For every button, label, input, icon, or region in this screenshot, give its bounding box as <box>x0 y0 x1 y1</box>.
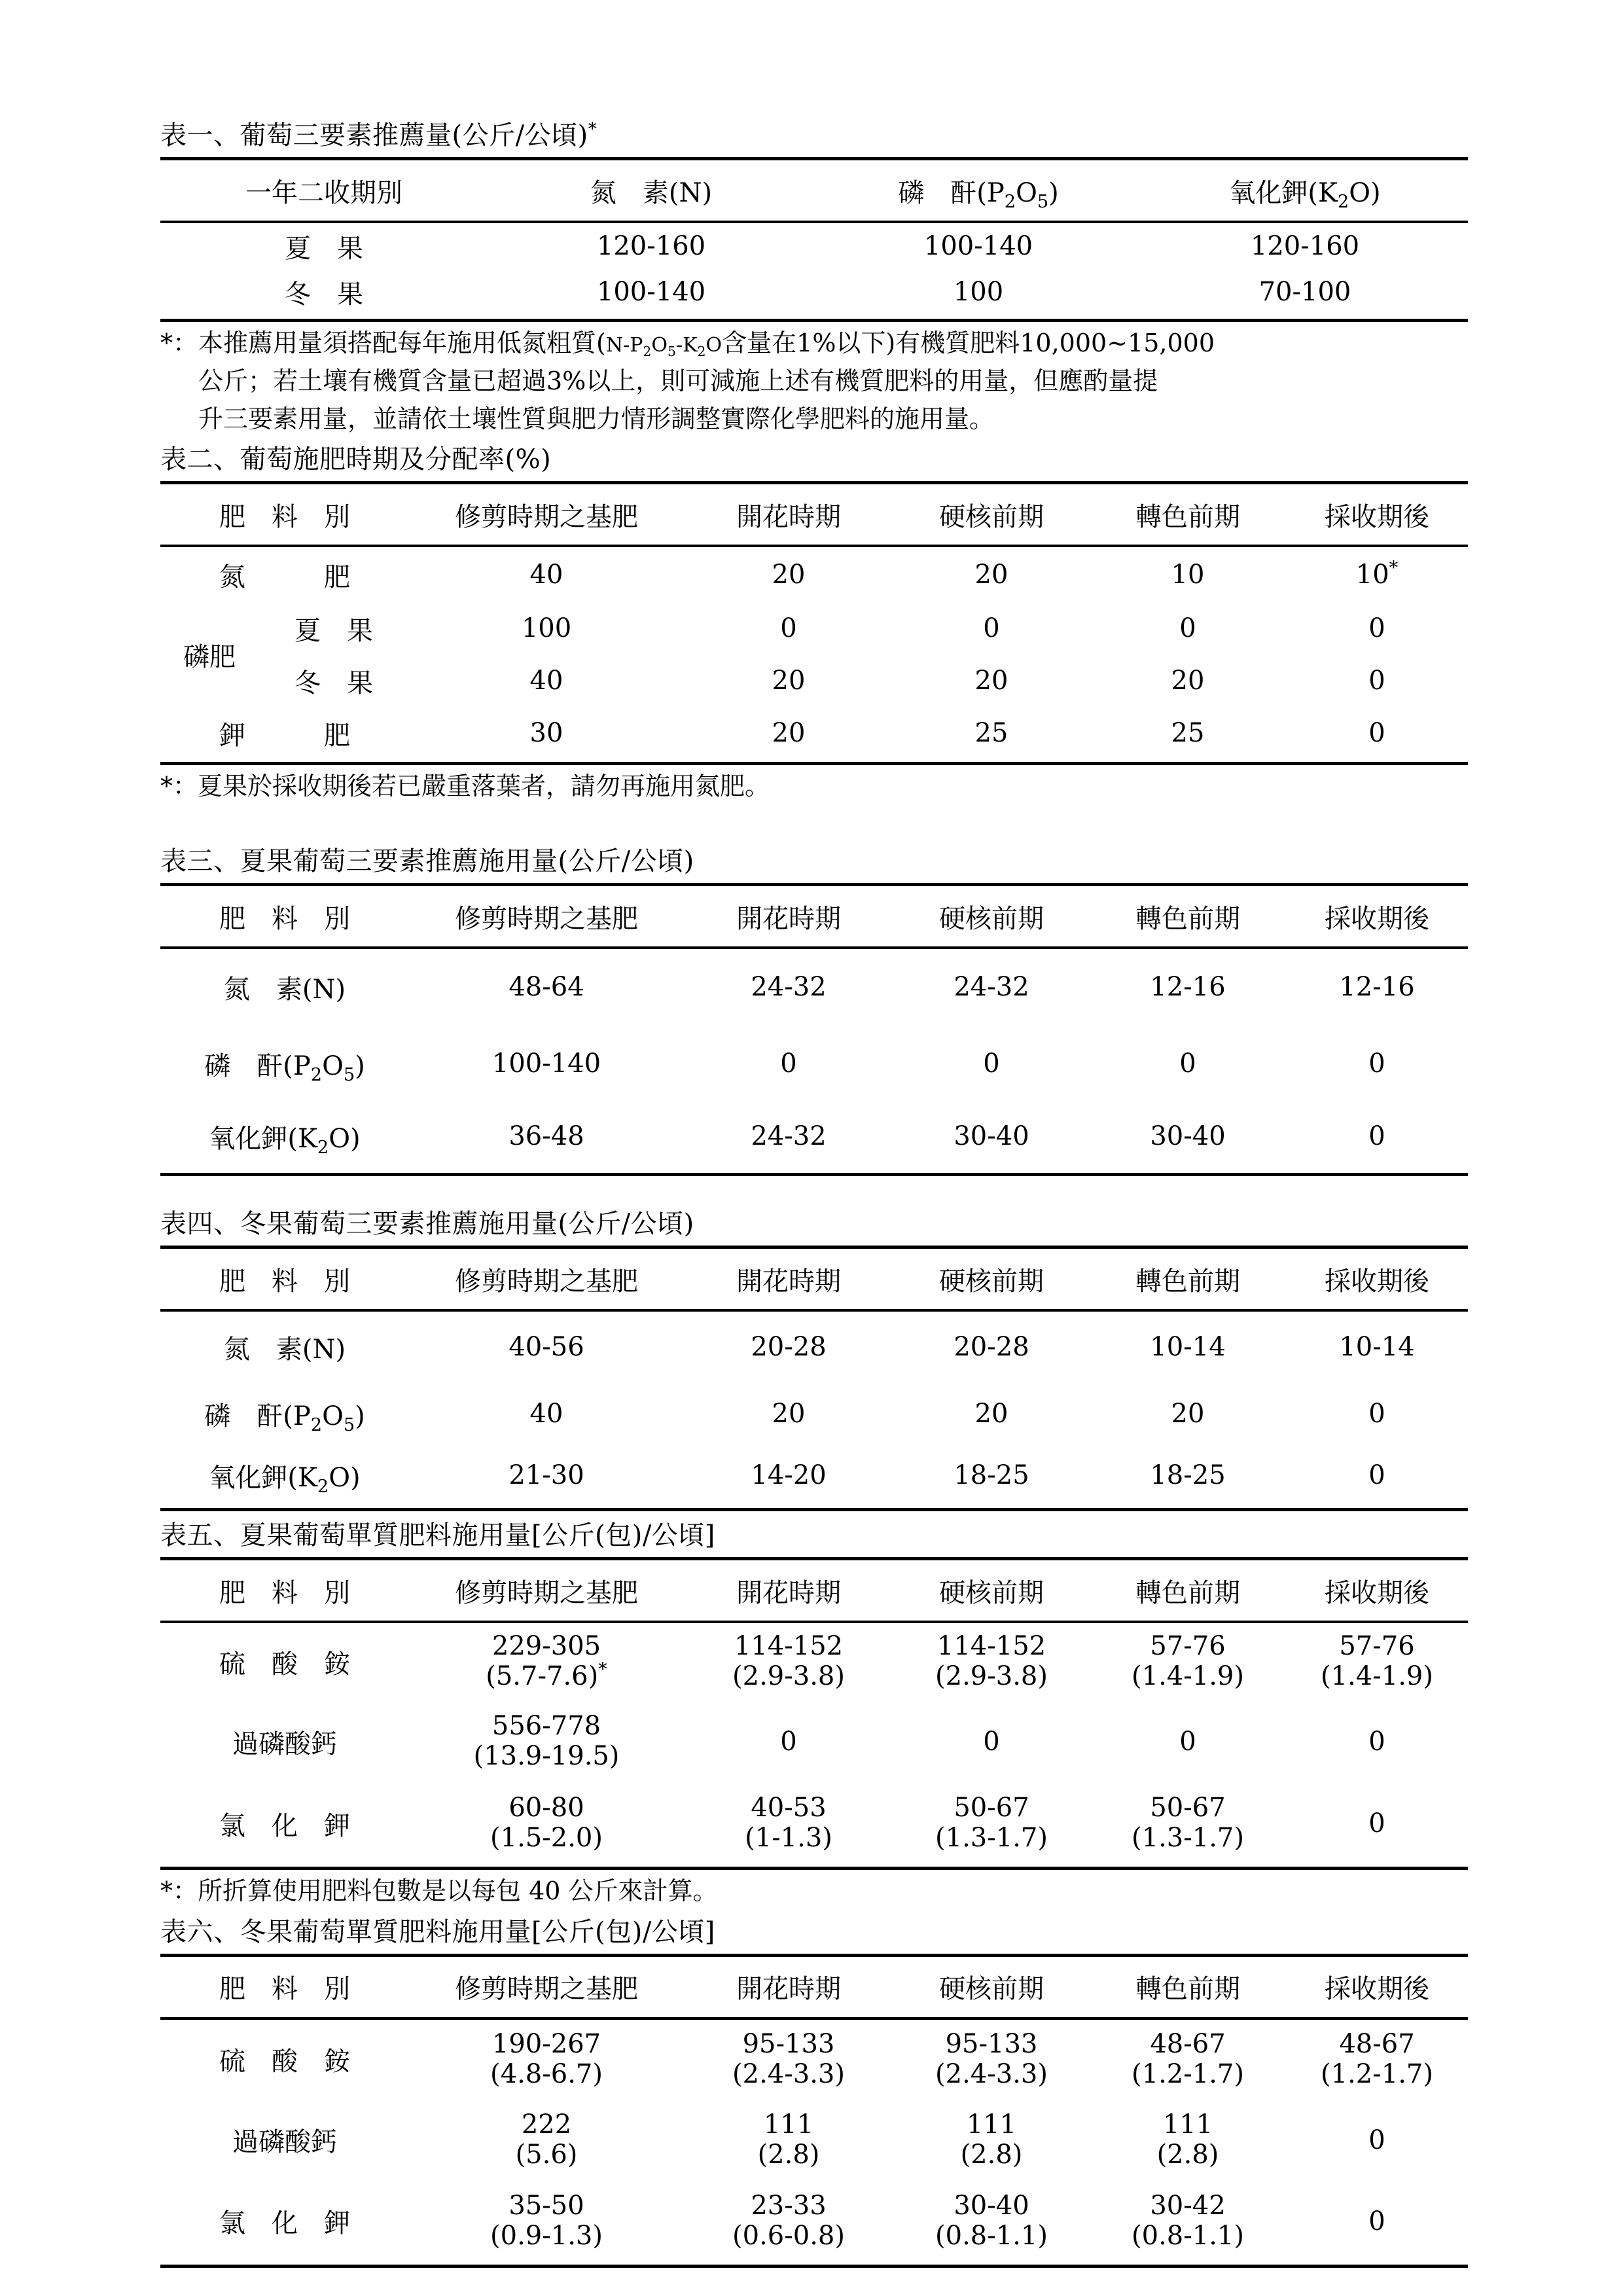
table2-row-nitrogen-label: 氮 肥 <box>160 546 409 602</box>
table5-kc-c3-bot: (1.3-1.7) <box>1132 1823 1244 1853</box>
table2-row-phosphorus-winter-v1: 20 <box>772 666 806 696</box>
table1-header-k: 氧化鉀$(K_2O)$ <box>1142 159 1468 223</box>
table2-header-type: 肥 料 別 <box>160 483 409 547</box>
table3-row-n-v4: 12-16 <box>1286 948 1468 1025</box>
table2 <box>160 481 1468 765</box>
table5-sp-c0-top: 556-778 <box>491 1711 601 1742</box>
table5-header-type: 肥 料 別 <box>160 1559 409 1623</box>
table6-row-ammonium-sulfate-c0 <box>409 2018 684 2100</box>
table4-row-k <box>160 1445 1468 1505</box>
table6-as-c4-top: 48-67 <box>1339 2029 1415 2060</box>
table5-row-potassium-chloride-c2 <box>893 1783 1090 1864</box>
table4-header-hardcore: 硬核前期 <box>893 1247 1090 1311</box>
table2-header-row <box>160 483 1468 547</box>
table5-as-c1-top: 114-152 <box>734 1631 844 1662</box>
table3-row-p-v1: 0 <box>780 1049 797 1079</box>
table2-caption: 表二、葡萄施肥時期及分配率(%) <box>160 444 552 475</box>
table6-bottom-rule-row <box>160 2262 1468 2267</box>
table2-row-nitrogen-v3: 10 <box>1090 546 1286 602</box>
table3-header-hardcore: 硬核前期 <box>893 885 1090 948</box>
table4 <box>160 1246 1468 1511</box>
table4-row-n-v1: 20-28 <box>684 1310 893 1382</box>
table4-row-k-v2: 18-25 <box>954 1460 1029 1490</box>
table3-row-p-v3: 0 <box>1179 1049 1196 1079</box>
table4-row-p-v1: 20 <box>772 1399 806 1429</box>
table1-caption <box>160 118 1469 153</box>
table1-footnote-line1 <box>160 325 1469 363</box>
table1-footnote-formula: $N-P_2O_5-K_2O$ <box>605 334 722 359</box>
table2-row-phosphorus-winter <box>160 655 1468 707</box>
table5-row-superphosphate-c1: 0 <box>780 1727 797 1757</box>
table1-row-winter <box>160 269 1468 315</box>
table2-row-phosphorus-group: 磷肥 <box>183 641 236 672</box>
table4-row-p-v4: 0 <box>1368 1399 1385 1429</box>
table6-as-c0-bot: (4.8-6.7) <box>490 2058 603 2089</box>
table6-sp-c0-top: 222 <box>521 2109 572 2140</box>
table3-row-k-v3: 30-40 <box>1150 1121 1226 1151</box>
table5 <box>160 1557 1468 1870</box>
table5-header-bloom: 開花時期 <box>684 1559 893 1623</box>
table1-header-period <box>160 159 488 223</box>
table5-row-potassium-chloride-c1 <box>684 1783 893 1864</box>
table6-row-superphosphate-c1 <box>684 2100 893 2181</box>
table2-row-potassium-v4: 0 <box>1368 718 1385 749</box>
table1-header-p: 磷 酐$(P_2O_5)$ <box>815 159 1142 223</box>
table6-row-superphosphate-c2 <box>893 2100 1090 2181</box>
table5-kc-c2-top: 50-67 <box>954 1793 1029 1823</box>
table2-row-potassium-label: 鉀 肥 <box>219 720 350 751</box>
table5-row-superphosphate <box>160 1700 1468 1783</box>
table2-header-bloom: 開花時期 <box>684 483 893 547</box>
table4-row-n-v3: 10-14 <box>1090 1310 1286 1382</box>
table3-header-bloom: 開花時期 <box>684 885 893 948</box>
table6-row-ammonium-sulfate-c4 <box>1286 2018 1468 2100</box>
table5-header-postharvest: 採收期後 <box>1286 1559 1468 1623</box>
table1-row-summer <box>160 222 1468 269</box>
table6-header-base: 修剪時期之基肥 <box>409 1955 684 2018</box>
table6-row-potassium-chloride-c2 <box>893 2181 1090 2262</box>
table1-footnote-line2: 公斤；若土壤有機質含量已超過3%以上，則可減施上述有機質肥料的用量，但應酌量提 <box>198 366 1158 395</box>
table2-row-nitrogen-v1: 20 <box>684 546 893 602</box>
table5-row-ammonium-sulfate-c2 <box>893 1622 1090 1700</box>
table5-as-c4-top: 57-76 <box>1339 1631 1415 1662</box>
table6-kc-c3-top: 30-42 <box>1150 2191 1226 2221</box>
table5-row-superphosphate-c2: 0 <box>983 1727 1000 1757</box>
table3-header-row <box>160 885 1468 948</box>
table5-header-hardcore: 硬核前期 <box>893 1559 1090 1623</box>
table2-row-nitrogen <box>160 546 1468 602</box>
table2-header-hardcore: 硬核前期 <box>893 483 1090 547</box>
table6-as-c1-top: 95-133 <box>742 2029 835 2060</box>
table6-row-superphosphate-c4: 0 <box>1368 2125 1385 2155</box>
table6-header-postharvest: 採收期後 <box>1286 1955 1468 2018</box>
table2-row-phosphorus-winter-v3: 20 <box>1171 666 1205 696</box>
table4-row-p-v0: 40 <box>529 1399 563 1429</box>
table5-kc-c3-top: 50-67 <box>1150 1793 1226 1823</box>
table1-caption-text: 表一、葡萄三要素推薦量(公斤/公頃) <box>160 120 588 151</box>
table6-header-hardcore: 硬核前期 <box>893 1955 1090 2018</box>
table6-sp-c1-top: 111 <box>763 2109 814 2140</box>
table5-row-ammonium-sulfate <box>160 1622 1468 1700</box>
table4-row-n-v2: 20-28 <box>893 1310 1090 1382</box>
table5-footnote: *：所折算使用肥料包數是以每包 40 公斤來計算。 <box>160 1876 718 1905</box>
table6-header-type: 肥 料 別 <box>160 1955 409 2018</box>
table2-header-postharvest: 採收期後 <box>1286 483 1468 547</box>
table6-kc-c1-bot: (0.6-0.8) <box>732 2220 845 2251</box>
table5-kc-c2-bot: (1.3-1.7) <box>935 1823 1048 1853</box>
table3-row-n-v1: 24-32 <box>684 948 893 1025</box>
table6-kc-c2-bot: (0.8-1.1) <box>935 2220 1048 2251</box>
table6-row-ammonium-sulfate <box>160 2018 1468 2100</box>
table4-row-n-v4: 10-14 <box>1286 1310 1468 1382</box>
table1-row-winter-p: 100 <box>953 277 1004 307</box>
table2-row-phosphorus-winter-v2: 20 <box>974 666 1008 696</box>
table3-row-k <box>160 1102 1468 1170</box>
table1-header-period-label: 一年二收期別 <box>245 177 402 208</box>
table6-row-ammonium-sulfate-c2 <box>893 2018 1090 2100</box>
table1-footnote-marker: *： <box>160 329 198 357</box>
table6-row-ammonium-sulfate-c1 <box>684 2018 893 2100</box>
table1-bottom-rule-row <box>160 315 1468 321</box>
table6-row-superphosphate-label: 過磷酸鈣 <box>232 2127 337 2158</box>
table4-header-postharvest: 採收期後 <box>1286 1247 1468 1311</box>
table5-as-c2-top: 114-152 <box>936 1631 1046 1662</box>
table1-row-summer-n: 120-160 <box>488 222 815 269</box>
table5-as-c2-bot: (2.9-3.8) <box>935 1661 1048 1691</box>
table2-row-phosphorus-summer-v4: 0 <box>1368 613 1385 644</box>
table3-row-p-v2: 0 <box>983 1049 1000 1079</box>
table3-row-k-v0: 36-48 <box>508 1121 584 1151</box>
table5-row-ammonium-sulfate-c3 <box>1090 1622 1286 1700</box>
table6-kc-c2-top: 30-40 <box>954 2191 1029 2221</box>
table6-as-c0-top: 190-267 <box>491 2029 601 2060</box>
table6-as-c1-bot: (2.4-3.3) <box>732 2058 845 2089</box>
table5-as-asterisk: * <box>598 1659 607 1680</box>
table2-row-phosphorus-winter-v0: 40 <box>529 666 563 696</box>
table1-row-winter-period: 冬 果 <box>285 279 363 310</box>
table1-header-row <box>160 159 1468 223</box>
table6-kc-c1-top: 23-33 <box>751 2191 827 2221</box>
table1-row-summer-period: 夏 果 <box>160 222 488 269</box>
table2-row-potassium-v2: 25 <box>974 718 1008 749</box>
table4-bottom-rule-row <box>160 1505 1468 1510</box>
table6-row-ammonium-sulfate-c3 <box>1090 2018 1286 2100</box>
table6-kc-c0-bot: (0.9-1.3) <box>490 2220 603 2251</box>
table6-as-c3-top: 48-67 <box>1150 2029 1226 2060</box>
table5-header-row <box>160 1559 1468 1623</box>
table1-footnote-line1-c: 含量在1%以下)有機質肥料10,000~15,000 <box>722 329 1215 357</box>
table3-bottom-rule-row <box>160 1170 1468 1175</box>
table6-row-potassium-chloride-label: 氯 化 鉀 <box>219 2208 350 2239</box>
table3-row-k-label: 氧化鉀$(K_2O)$ <box>209 1123 361 1158</box>
table4-row-n-label: 氮 素(N) <box>160 1310 409 1382</box>
table5-caption: 表五、夏果葡萄單質肥料施用量[公斤(包)/公頃] <box>160 1520 715 1551</box>
table4-row-p-v2: 20 <box>974 1399 1008 1429</box>
table5-as-c0-bot: (5.7-7.6) <box>486 1661 599 1691</box>
table1-row-summer-p: 100-140 <box>815 222 1142 269</box>
table3-header-base: 修剪時期之基肥 <box>409 885 684 948</box>
table6-as-c2-bot: (2.4-3.3) <box>935 2058 1048 2089</box>
table3-row-p-label: 磷 酐$(P_2O_5)$ <box>204 1050 365 1085</box>
table6-header-bloom: 開花時期 <box>684 1955 893 2018</box>
table6-row-superphosphate <box>160 2100 1468 2181</box>
table2-row-potassium-v3: 25 <box>1171 718 1205 749</box>
table4-row-p-label: 磷 酐$(P_2O_5)$ <box>204 1401 365 1435</box>
table5-row-ammonium-sulfate-c1 <box>684 1622 893 1700</box>
table4-caption: 表四、冬果葡萄三要素推薦施用量(公斤/公頃) <box>160 1209 694 1239</box>
table5-as-c0-top: 229-305 <box>491 1631 601 1662</box>
table3-row-k-v4: 0 <box>1368 1121 1385 1151</box>
table5-row-potassium-chloride-label: 氯 化 鉀 <box>219 1810 350 1841</box>
table5-row-superphosphate-c4: 0 <box>1368 1727 1385 1757</box>
table1-footnote <box>160 325 1469 438</box>
table5-row-ammonium-sulfate-c0 <box>409 1622 684 1700</box>
table3-header-veraison: 轉色前期 <box>1090 885 1286 948</box>
table5-header-base: 修剪時期之基肥 <box>409 1559 684 1623</box>
table2-row-nitrogen-v4-value: 10 <box>1355 560 1389 590</box>
table5-bottom-rule-row <box>160 1864 1468 1869</box>
table6-sp-c1-bot: (2.8) <box>757 2139 820 2170</box>
table2-row-phosphorus-summer-sub: 夏 果 <box>294 615 373 646</box>
table3-row-p-v4: 0 <box>1368 1049 1385 1079</box>
table6-row-potassium-chloride-c0 <box>409 2181 684 2262</box>
table6-row-potassium-chloride <box>160 2181 1468 2262</box>
table3-row-n <box>160 948 1468 1025</box>
table3-header-postharvest: 採收期後 <box>1286 885 1468 948</box>
table6-sp-c0-bot: (5.6) <box>515 2139 578 2170</box>
table3-caption: 表三、夏果葡萄三要素推薦施用量(公斤/公頃) <box>160 846 694 876</box>
table4-header-base: 修剪時期之基肥 <box>409 1247 684 1311</box>
table3 <box>160 883 1468 1176</box>
table1-caption-asterisk: * <box>588 119 597 139</box>
table6-as-c2-top: 95-133 <box>945 2029 1038 2060</box>
table6-row-superphosphate-c3 <box>1090 2100 1286 2181</box>
table2-row-potassium-v1: 20 <box>772 718 806 749</box>
table5-row-potassium-chloride-c0 <box>409 1783 684 1864</box>
table6-kc-c0-top: 35-50 <box>508 2191 584 2221</box>
table6-caption: 表六、冬果葡萄單質肥料施用量[公斤(包)/公頃] <box>160 1916 715 1947</box>
table2-row-phosphorus-summer-v2: 0 <box>983 613 1000 644</box>
table3-row-k-v2: 30-40 <box>954 1121 1029 1151</box>
table5-row-superphosphate-c0 <box>409 1700 684 1783</box>
table6-row-superphosphate-c0 <box>409 2100 684 2181</box>
table2-row-phosphorus-winter-sub: 冬 果 <box>294 668 373 698</box>
table5-row-superphosphate-c3: 0 <box>1179 1727 1196 1757</box>
table2-header-veraison: 轉色前期 <box>1090 483 1286 547</box>
table3-row-n-v0: 48-64 <box>409 948 684 1025</box>
table5-row-potassium-chloride-c3 <box>1090 1783 1286 1864</box>
table3-header-type: 肥 料 別 <box>160 885 409 948</box>
table2-row-potassium-v0: 30 <box>529 718 563 749</box>
table2-row-nitrogen-v0: 40 <box>409 546 684 602</box>
table6-sp-c3-top: 111 <box>1162 2109 1213 2140</box>
table2-row-nitrogen-asterisk: * <box>1389 558 1399 579</box>
table4-header-type: 肥 料 別 <box>160 1247 409 1311</box>
table3-row-p <box>160 1025 1468 1102</box>
table1-row-summer-k: 120-160 <box>1142 222 1468 269</box>
table5-as-c4-bot: (1.4-1.9) <box>1321 1661 1433 1691</box>
table4-header-row <box>160 1247 1468 1311</box>
table6-header-row <box>160 1955 1468 2018</box>
table4-row-k-v3: 18-25 <box>1150 1460 1226 1490</box>
table1-footnote-line1-a: 本推薦用量須搭配每年施用低氮粗質( <box>198 329 606 357</box>
table4-row-k-v4: 0 <box>1368 1460 1385 1490</box>
table1-footnote-line3: 升三要素用量，並請依土壤性質與肥力情形調整實際化學肥料的施用量。 <box>198 404 995 433</box>
table1 <box>160 157 1468 322</box>
table3-row-k-v1: 24-32 <box>751 1121 827 1151</box>
table2-row-phosphorus-summer <box>160 602 1468 655</box>
table6 <box>160 1954 1468 2268</box>
table5-row-potassium-chloride <box>160 1783 1468 1864</box>
table2-row-phosphorus-summer-v0: 100 <box>521 613 572 644</box>
table2-footnote: *：夏果於採收期後若已嚴重落葉者，請勿再施用氮肥。 <box>160 772 770 801</box>
table5-kc-c1-top: 40-53 <box>751 1793 827 1823</box>
table2-row-potassium <box>160 707 1468 759</box>
table6-header-veraison: 轉色前期 <box>1090 1955 1286 2018</box>
table6-sp-c2-top: 111 <box>966 2109 1017 2140</box>
table4-row-p-v3: 20 <box>1171 1399 1205 1429</box>
table5-as-c3-bot: (1.4-1.9) <box>1132 1661 1244 1691</box>
table5-sp-c0-bot: (13.9-19.5) <box>473 1741 620 1771</box>
table5-as-c1-bot: (2.9-3.8) <box>732 1661 845 1691</box>
table5-kc-c0-top: 60-80 <box>508 1793 584 1823</box>
table6-sp-c2-bot: (2.8) <box>960 2139 1023 2170</box>
table1-header-n: 氮 素(N) <box>488 159 815 223</box>
table6-row-ammonium-sulfate-label: 硫 酸 銨 <box>160 2018 409 2100</box>
table3-row-n-v2: 24-32 <box>893 948 1090 1025</box>
table5-kc-c0-bot: (1.5-2.0) <box>490 1823 603 1853</box>
table6-row-potassium-chloride-c3 <box>1090 2181 1286 2262</box>
table4-header-bloom: 開花時期 <box>684 1247 893 1311</box>
table4-row-k-v1: 14-20 <box>751 1460 827 1490</box>
table3-row-n-label: 氮 素(N) <box>160 948 409 1025</box>
table2-row-nitrogen-v2: 20 <box>893 546 1090 602</box>
table4-row-p <box>160 1382 1468 1445</box>
table5-kc-c1-bot: (1-1.3) <box>745 1823 832 1853</box>
table2-row-phosphorus-summer-v3: 0 <box>1179 613 1196 644</box>
table6-row-potassium-chloride-c4: 0 <box>1368 2206 1385 2236</box>
table4-row-n <box>160 1310 1468 1382</box>
table4-header-veraison: 轉色前期 <box>1090 1247 1286 1311</box>
table2-header-base: 修剪時期之基肥 <box>409 483 684 547</box>
table6-as-c3-bot: (1.2-1.7) <box>1132 2058 1244 2089</box>
table3-row-n-v3: 12-16 <box>1090 948 1286 1025</box>
table5-header-veraison: 轉色前期 <box>1090 1559 1286 1623</box>
table2-row-nitrogen-v4 <box>1286 546 1468 602</box>
table3-row-p-v0: 100-140 <box>491 1049 601 1079</box>
table5-row-ammonium-sulfate-label: 硫 酸 銨 <box>160 1622 409 1700</box>
table6-sp-c3-bot: (2.8) <box>1156 2139 1219 2170</box>
table1-row-winter-k: 70-100 <box>1258 277 1351 307</box>
table5-row-superphosphate-label: 過磷酸鈣 <box>232 1729 337 1759</box>
table4-row-n-v0: 40-56 <box>409 1310 684 1382</box>
table2-row-phosphorus-winter-v4: 0 <box>1368 666 1385 696</box>
table4-row-k-v0: 21-30 <box>508 1460 584 1490</box>
table5-as-c3-top: 57-76 <box>1150 1631 1226 1662</box>
table5-row-ammonium-sulfate-c4 <box>1286 1622 1468 1700</box>
table6-kc-c3-bot: (0.8-1.1) <box>1132 2220 1244 2251</box>
table6-row-potassium-chloride-c1 <box>684 2181 893 2262</box>
table6-as-c4-bot: (1.2-1.7) <box>1321 2058 1433 2089</box>
table2-row-phosphorus-summer-v1: 0 <box>780 613 797 644</box>
document-content <box>160 118 1469 2268</box>
table1-row-winter-n: 100-140 <box>596 277 706 307</box>
table2-bottom-rule-row <box>160 759 1468 764</box>
table4-row-k-label: 氧化鉀$(K_2O)$ <box>209 1462 361 1497</box>
table5-row-potassium-chloride-c4: 0 <box>1368 1808 1385 1839</box>
